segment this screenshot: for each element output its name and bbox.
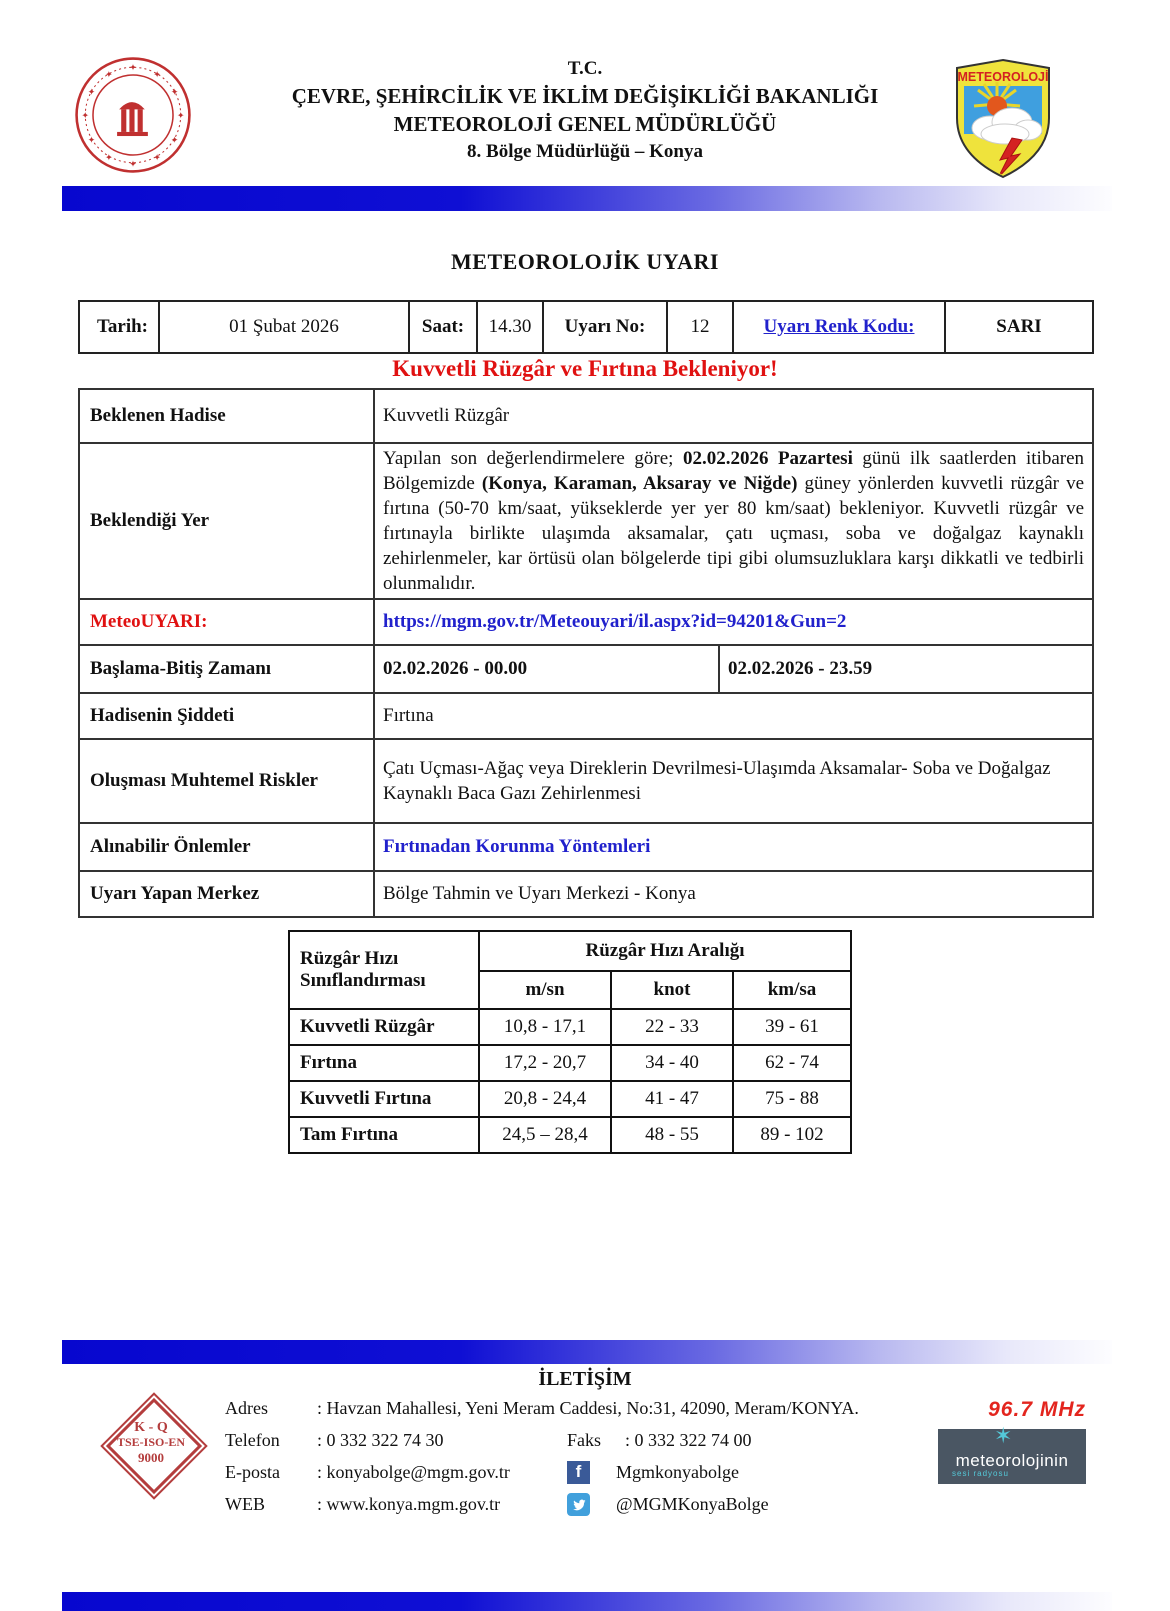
bitis-value: 02.02.2026 - 23.59 bbox=[719, 645, 1093, 693]
uyari-no-label: Uyarı No: bbox=[543, 301, 667, 353]
radio-name: meteorolojinin bbox=[955, 1451, 1069, 1470]
contact-row-eposta bbox=[225, 1456, 945, 1488]
baslama-bitis-label: Başlama-Bitiş Zamanı bbox=[79, 645, 374, 693]
tse-line3: 9000 bbox=[138, 1450, 164, 1465]
table-row: Kuvvetli Fırtına 20,8 - 24,4 41 - 47 75 - 88 bbox=[289, 1081, 851, 1117]
saat-value: 14.30 bbox=[477, 301, 543, 353]
radio-logo-box bbox=[938, 1423, 1086, 1484]
tse-line2: TSE-ISO-EN bbox=[116, 1435, 186, 1449]
svg-text:✦: ✦ bbox=[153, 69, 161, 81]
adres-value: : Havzan Mahallesi, Yeni Meram Caddesi, No:31, 42090, Meram/KONYA. bbox=[317, 1397, 859, 1418]
eposta-label: E-posta bbox=[225, 1461, 280, 1482]
header-tc: T.C. bbox=[567, 58, 603, 79]
beklenen-hadise-value: Kuvvetli Rüzgâr bbox=[374, 389, 1093, 443]
header-directorate: METEOROLOJİ GENEL MÜDÜRLÜĞÜ bbox=[393, 112, 777, 136]
meteoroloji-shield-icon bbox=[950, 56, 1056, 182]
uyari-no-value: 12 bbox=[667, 301, 733, 353]
saat-label: Saat: bbox=[409, 301, 477, 353]
radio-frequency: 96.7 MHz bbox=[988, 1398, 1086, 1421]
radio-subtitle: sesi radyosu bbox=[952, 1469, 1009, 1478]
document-header bbox=[190, 56, 980, 166]
svg-text:✦: ✦ bbox=[129, 62, 137, 74]
unit-kmsa: km/sa bbox=[733, 971, 851, 1009]
contact-block bbox=[225, 1392, 945, 1520]
riskler-label: Oluşması Muhtemel Riskler bbox=[79, 739, 374, 823]
meteouyari-label: MeteoUYARI: bbox=[79, 599, 374, 645]
svg-text:✦: ✦ bbox=[129, 158, 137, 170]
wind-class-header: Rüzgâr Hızı Sınıflandırması bbox=[289, 931, 479, 1009]
ministry-seal-logo bbox=[74, 56, 192, 179]
wind-speed-table bbox=[288, 930, 852, 1154]
contact-row-adres bbox=[225, 1392, 945, 1424]
svg-text:✦: ✦ bbox=[170, 135, 179, 147]
siddet-value: Fırtına bbox=[374, 693, 1093, 739]
contact-row-web bbox=[225, 1488, 945, 1520]
facebook-icon[interactable]: f bbox=[567, 1461, 590, 1484]
telefon-value: : 0 332 322 74 30 bbox=[317, 1429, 444, 1450]
tse-line1: K - Q bbox=[134, 1420, 168, 1435]
adres-label: Adres bbox=[225, 1397, 268, 1418]
table-row: Fırtına 17,2 - 20,7 34 - 40 62 - 74 bbox=[289, 1045, 851, 1081]
tarih-label: Tarih: bbox=[79, 301, 159, 353]
svg-text:✦: ✦ bbox=[87, 86, 96, 98]
shield-wordmark: METEOROLOJİ bbox=[957, 70, 1049, 84]
faks-value: : 0 332 322 74 00 bbox=[625, 1429, 752, 1450]
table-row bbox=[289, 931, 851, 971]
renk-kodu-value: SARI bbox=[945, 301, 1093, 353]
table-row bbox=[79, 443, 1093, 599]
table-row bbox=[79, 645, 1093, 693]
eposta-value[interactable]: : konyabolge@mgm.gov.tr bbox=[317, 1461, 510, 1482]
ministry-seal-icon bbox=[74, 56, 192, 174]
twitter-bird-icon bbox=[571, 1498, 586, 1511]
web-label: WEB bbox=[225, 1493, 265, 1514]
svg-text:✦: ✦ bbox=[105, 69, 113, 81]
siddet-label: Hadisenin Şiddeti bbox=[79, 693, 374, 739]
radio-logo bbox=[938, 1398, 1086, 1484]
beklendigi-yer-value: Yapılan son değerlendirmelere göre; 02.02.2026 Pazartesi günü ilk saatlerden itibaren Bölgemizde (Konya, Karaman, Aksaray ve Niğde) güney yönlerden kuvvetli rüzgâr ve fırtına (50-70 km/saat, yükseklerde yer yer 80 km/saat) bekleniyor. Kuvvetli rüzgâr ve fırtınayla birlikte ulaşımda aksamalar, çatı uçması, soba ve doğalgaz kaynaklı zehirlenmeler, kar örtüsü olan bölgelerde tipi gibi olumsuzluklara karşı dikkatli ve tedbirli olunmalıdır. bbox=[374, 443, 1093, 599]
info-strip-table bbox=[78, 300, 1094, 354]
riskler-value: Çatı Uçması-Ağaç veya Direklerin Devrilmesi-Ulaşımda Aksamalar- Soba ve Doğalgaz Kaynaklı Baca Gazı Zehirlenmesi bbox=[374, 739, 1093, 823]
footer-gradient-bar bbox=[62, 1340, 1112, 1364]
onlemler-label: Alınabilir Önlemler bbox=[79, 823, 374, 871]
unit-knot: knot bbox=[611, 971, 733, 1009]
table-row: Kuvvetli Rüzgâr 10,8 - 17,1 22 - 33 39 - 61 bbox=[289, 1009, 851, 1045]
svg-text:✦: ✦ bbox=[170, 86, 179, 98]
alert-headline: Kuvvetli Rüzgâr ve Fırtına Bekleniyor! bbox=[392, 356, 778, 381]
beklenen-hadise-label: Beklenen Hadise bbox=[79, 389, 374, 443]
merkez-label: Uyarı Yapan Merkez bbox=[79, 871, 374, 917]
top-gradient-bar bbox=[62, 186, 1112, 211]
twitter-handle[interactable]: @MGMKonyaBolge bbox=[616, 1493, 769, 1514]
baslama-value: 02.02.2026 - 00.00 bbox=[374, 645, 719, 693]
header-region: 8. Bölge Müdürlüğü – Konya bbox=[467, 141, 703, 162]
renk-kodu-link[interactable]: Uyarı Renk Kodu: bbox=[763, 316, 915, 337]
unit-msn: m/sn bbox=[479, 971, 611, 1009]
contact-heading: İLETİŞİM bbox=[538, 1368, 632, 1390]
table-row bbox=[79, 823, 1093, 871]
twitter-icon[interactable] bbox=[567, 1493, 590, 1516]
meteouyari-url-link[interactable]: https://mgm.gov.tr/Meteouyari/il.aspx?id=94201&Gun=2 bbox=[383, 611, 847, 632]
table-row bbox=[79, 739, 1093, 823]
web-value[interactable]: : www.konya.mgm.gov.tr bbox=[317, 1493, 501, 1514]
star-icon: ✶ bbox=[994, 1423, 1013, 1448]
facebook-handle[interactable]: Mgmkonyabolge bbox=[616, 1461, 739, 1482]
beklendigi-yer-label: Beklendiği Yer bbox=[79, 443, 374, 599]
wind-range-header: Rüzgâr Hızı Aralığı bbox=[479, 931, 851, 971]
table-row: Tam Fırtına 24,5 – 28,4 48 - 55 89 - 102 bbox=[289, 1117, 851, 1153]
onlemler-link[interactable]: Fırtınadan Korunma Yöntemleri bbox=[383, 836, 651, 857]
telefon-label: Telefon bbox=[225, 1429, 280, 1450]
svg-text:✦: ✦ bbox=[105, 152, 113, 164]
header-ministry: ÇEVRE, ŞEHİRCİLİK VE İKLİM DEĞİŞİKLİĞİ BAKANLIĞI bbox=[291, 84, 879, 108]
svg-text:✦: ✦ bbox=[153, 152, 161, 164]
merkez-value: Bölge Tahmin ve Uyarı Merkezi - Konya bbox=[374, 871, 1093, 917]
svg-text:✦: ✦ bbox=[176, 110, 185, 122]
table-row bbox=[79, 693, 1093, 739]
table-row bbox=[79, 599, 1093, 645]
table-row bbox=[79, 871, 1093, 917]
meteoroloji-shield-logo bbox=[950, 56, 1056, 187]
svg-text:✦: ✦ bbox=[87, 135, 96, 147]
svg-text:✦: ✦ bbox=[81, 110, 90, 122]
tarih-value: 01 Şubat 2026 bbox=[159, 301, 409, 353]
table-row bbox=[79, 389, 1093, 443]
faks-label: Faks bbox=[567, 1429, 602, 1450]
bottom-gradient-bar bbox=[62, 1592, 1112, 1611]
tse-iso-logo bbox=[103, 1398, 199, 1490]
contact-row-telefon bbox=[225, 1424, 945, 1456]
page-title: METEOROLOJİK UYARI bbox=[451, 249, 719, 274]
warning-details-table bbox=[78, 388, 1094, 918]
